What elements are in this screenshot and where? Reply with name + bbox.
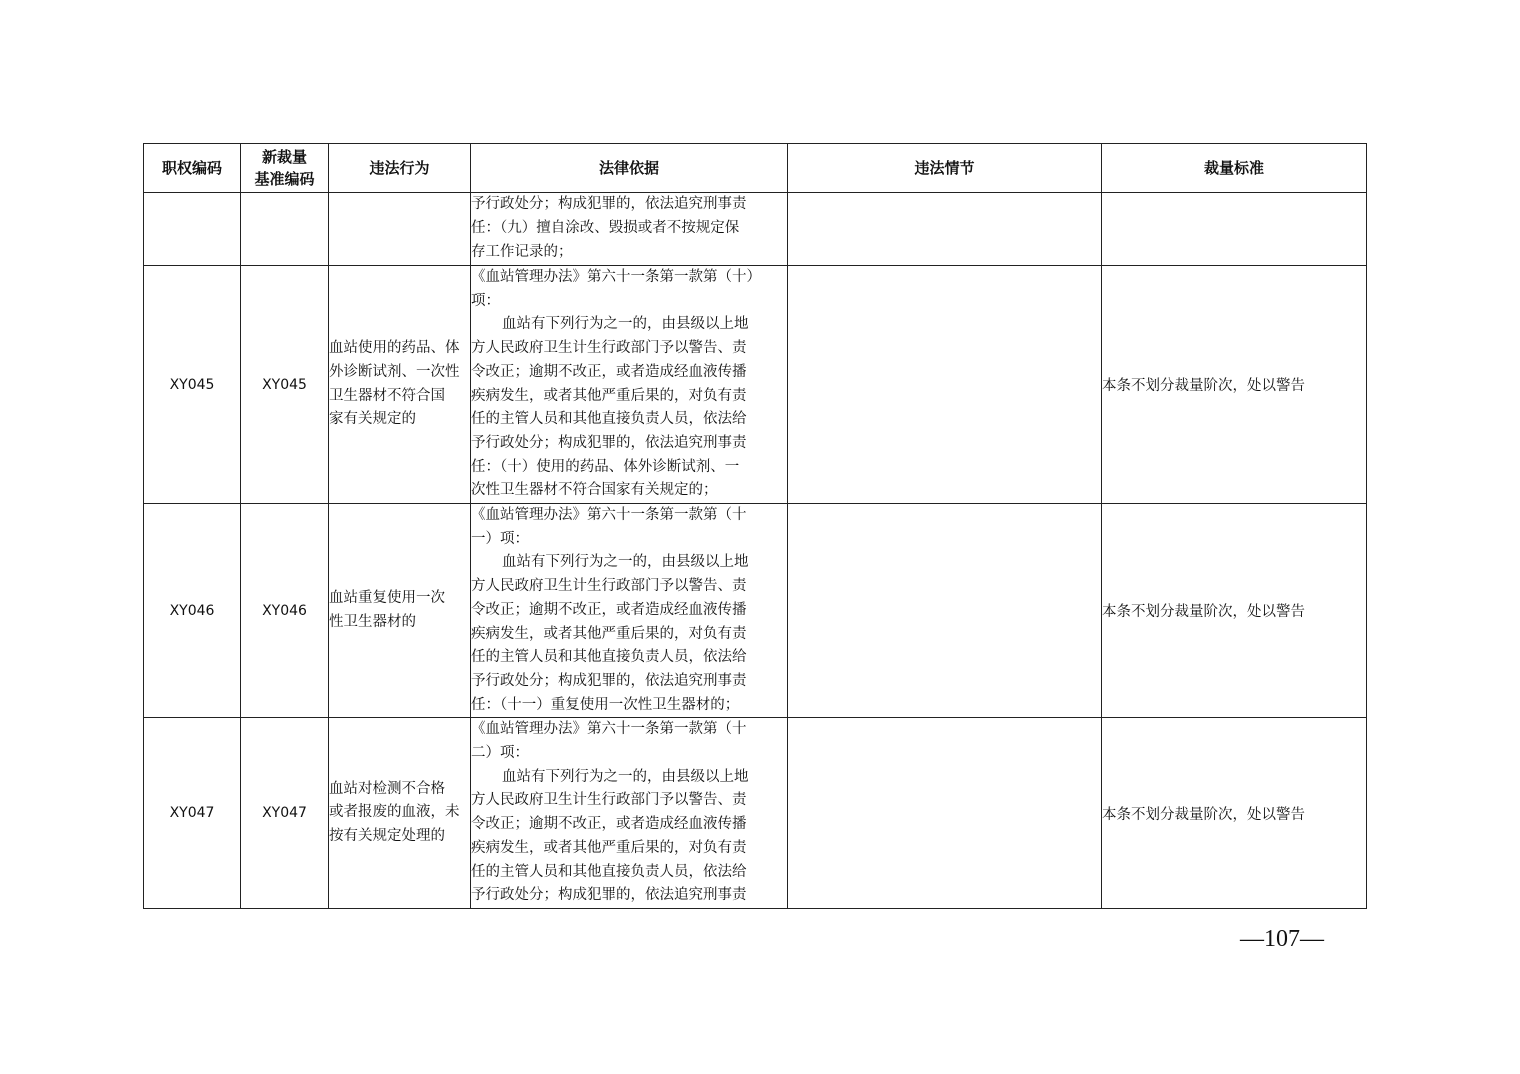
basis-line: 方人民政府卫生计生行政部门予以警告、责 [471,792,747,809]
basis-line: 血站有下列行为之一的，由县级以上地 [502,768,749,785]
legal-basis-cell [471,504,788,718]
circumstances-cell [788,266,1102,504]
basis-line: 任：（十一）重复使用一次性卫生器材的； [471,696,740,713]
header-new-code [241,144,329,193]
violation-cell [329,266,471,504]
header-new-code-line1: 新裁量 [261,148,307,166]
new-code-cell: XY047 [241,718,329,909]
basis-line: 血站有下列行为之一的，由县级以上地 [502,554,749,571]
header-legal-basis: 法律依据 [471,144,788,193]
basis-line: 次性卫生器材不符合国家有关规定的； [471,482,718,499]
new-code-cell: XY045 [241,266,329,504]
authority-code-cell [144,193,241,266]
page-number: —107— [1240,926,1324,952]
circumstances-cell [788,504,1102,718]
new-code-cell: XY046 [241,504,329,718]
violation-line: 血站重复使用一次 [329,589,445,606]
standard-cell: 本条不划分裁量阶次，处以警告 [1102,718,1367,909]
basis-line: 予行政处分；构成犯罪的，依法追究刑事责 [471,196,747,213]
violation-line: 性卫生器材的 [329,613,416,630]
table-header-row [144,144,1367,193]
new-code-cell [241,193,329,266]
penalty-standards-table [143,143,1367,909]
table-row [144,193,1367,266]
basis-line: 任：（九）擅自涂改、毁损或者不按规定保 [471,220,740,237]
circumstances-cell [788,193,1102,266]
standard-cell: 本条不划分裁量阶次，处以警告 [1102,266,1367,504]
basis-line: 令改正；逾期不改正，或者造成经血液传播 [471,363,747,380]
basis-line: 血站有下列行为之一的，由县级以上地 [502,316,749,333]
basis-line: 令改正；逾期不改正，或者造成经血液传播 [471,601,747,618]
header-authority-code: 职权编码 [144,144,241,193]
authority-code-cell: XY045 [144,266,241,504]
basis-line: 项： [471,292,500,309]
header-circumstances: 违法情节 [788,144,1102,193]
header-standard: 裁量标准 [1102,144,1367,193]
violation-cell [329,718,471,909]
basis-line: 任：（十）使用的药品、体外诊断试剂、一 [471,458,740,475]
circumstances-cell [788,718,1102,909]
header-violation: 违法行为 [329,144,471,193]
basis-line: 任的主管人员和其他直接负责人员，依法给 [471,649,747,666]
violation-line: 按有关规定处理的 [329,828,445,845]
violation-line: 血站对检测不合格 [329,780,445,797]
legal-basis-cell [471,266,788,504]
violation-line: 外诊断试剂、一次性 [329,363,460,380]
basis-line: 《血站管理办法》第六十一条第一款第（十） [471,269,761,285]
basis-line: 方人民政府卫生计生行政部门予以警告、责 [471,578,747,595]
basis-line: 二）项： [471,745,529,762]
authority-code-cell: XY047 [144,718,241,909]
basis-line: 任的主管人员和其他直接负责人员，依法给 [471,411,747,428]
basis-line: 一）项： [471,530,529,547]
violation-cell [329,193,471,266]
violation-line: 血站使用的药品、体 [329,340,460,357]
basis-line: 《血站管理办法》第六十一条第一款第（十 [471,507,747,524]
basis-line: 令改正；逾期不改正，或者造成经血液传播 [471,816,747,833]
violation-cell [329,504,471,718]
standard-cell [1102,193,1367,266]
standard-cell: 本条不划分裁量阶次，处以警告 [1102,504,1367,718]
basis-line: 疾病发生，或者其他严重后果的，对负有责 [471,387,747,404]
legal-basis-cell [471,193,788,266]
basis-line: 予行政处分；构成犯罪的，依法追究刑事责 [471,434,747,451]
basis-line: 方人民政府卫生计生行政部门予以警告、责 [471,340,747,357]
basis-line: 予行政处分；构成犯罪的，依法追究刑事责 [471,887,747,904]
violation-line: 或者报废的血液，未 [329,804,460,821]
basis-line: 疾病发生，或者其他严重后果的，对负有责 [471,625,747,642]
table-row [144,266,1367,504]
table-row [144,504,1367,718]
basis-line: 任的主管人员和其他直接负责人员，依法给 [471,863,747,880]
basis-line: 《血站管理办法》第六十一条第一款第（十 [471,721,747,738]
header-new-code-line2: 基准编码 [254,170,315,188]
legal-basis-cell [471,718,788,909]
basis-line: 予行政处分；构成犯罪的，依法追究刑事责 [471,672,747,689]
violation-line: 卫生器材不符合国 [329,387,445,404]
authority-code-cell: XY046 [144,504,241,718]
basis-line: 疾病发生，或者其他严重后果的，对负有责 [471,839,747,856]
basis-line: 存工作记录的； [471,243,573,260]
violation-line: 家有关规定的 [329,411,416,428]
table-row [144,718,1367,909]
